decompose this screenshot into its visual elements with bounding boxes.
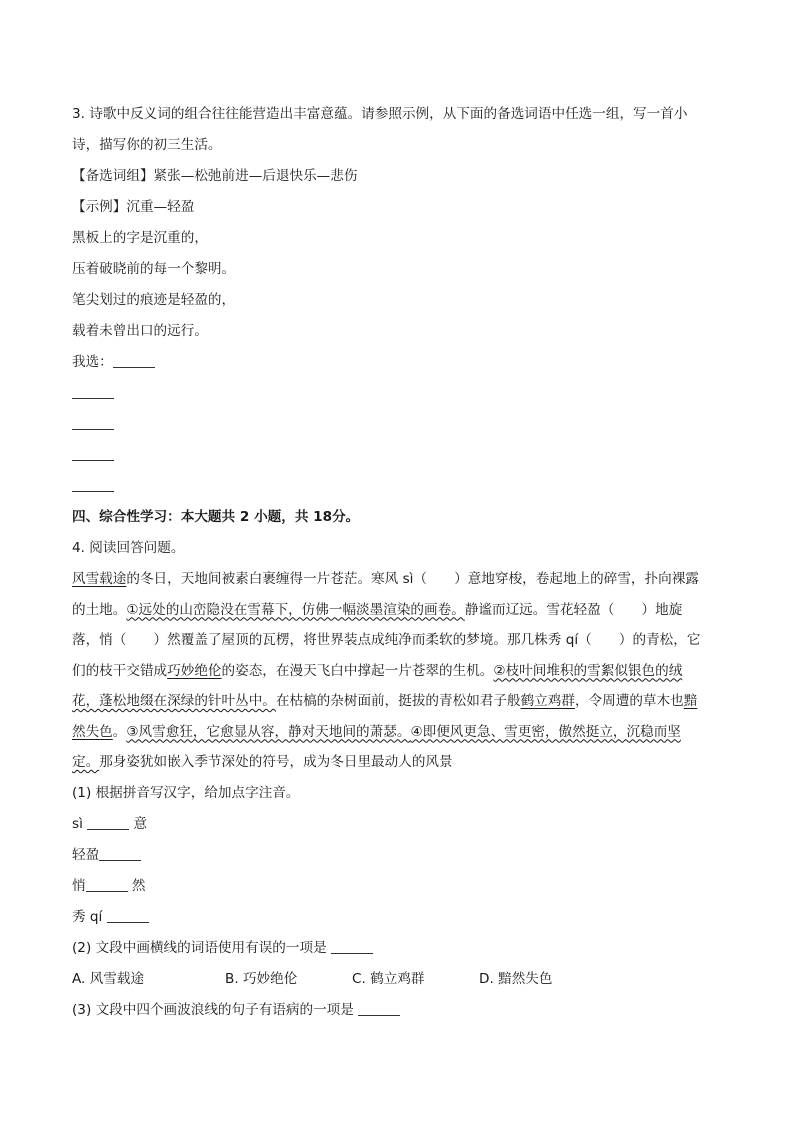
wavy-sentence-4-cont: 定。 [72,754,100,770]
fill-prefix: 悄 [72,877,86,894]
answer-blank[interactable] [113,353,155,368]
passage-text: ，令周遭的草木也 [574,693,684,709]
option-b[interactable]: B. 巧妙绝伦 [225,970,298,987]
fill-item [72,809,722,840]
wavy-sentence-2-cont: 花，蓬松地缀在深绿的针叶丛中。 [72,693,276,709]
sub-question-2 [72,933,722,964]
fill-prefix: 轻盈 [72,846,100,863]
answer-blank[interactable] [72,477,114,492]
section-4-heading [72,502,722,533]
q4-prompt: 4. 阅读回答问题。 [72,540,185,556]
passage-text: 的姿态，在漫天飞白中撑起一片苍翠的生机。 [221,662,494,679]
q3-prompt-line-1: 3. 诗歌中反义词的组合往往能营造出丰富意蕴。请参照示例，从下面的备选词语中任选一组，写一首小 [72,106,688,122]
answer-line [72,409,722,440]
passage-text: 在枯槁的杂树面前，挺拔的青松如君子般 [275,693,521,709]
answer-blank[interactable] [107,908,149,923]
poem-line: 压着破晓前的每一个黎明。 [72,261,236,277]
answer-line [72,440,722,471]
sub-question-1: (1) 根据拼音写汉字，给加点字注音。 [72,784,300,801]
answer-blank[interactable] [358,1001,400,1016]
poem-line: 载着未曾出口的远行。 [72,323,208,339]
underlined-phrase: 然失色 [72,723,113,740]
wavy-sentence-2: ②枝叶间堆积的雪絮似银色的绒 [493,662,683,679]
underlined-phrase: 鹤立鸡群 [520,693,575,709]
wavy-sentence-3: ③风雪愈狂，它愈显从容，静对天地间的萧瑟。 [126,723,411,740]
fill-item [72,871,722,902]
q3-example: 【示例】沉重—轻盈 [72,199,195,215]
sub-question-3 [72,995,722,1026]
answer-blank[interactable] [87,815,129,830]
options-row [72,964,722,995]
fill-item [72,840,722,871]
passage-text: 那身姿犹如嵌入季节深处的符号，成为冬日里最动人的风景 [99,754,453,770]
question-count: 2 [239,509,250,525]
choose-label: 我选： [72,354,113,370]
answer-line [72,378,722,409]
sub-question-text: (2) 文段中画横线的词语使用有误的一项是 [72,939,327,956]
passage-line [72,717,722,748]
fill-prefix: 秀 qí [72,908,103,925]
option-a[interactable]: A. 风雪载途 [72,970,145,987]
answer-blank[interactable] [331,939,373,954]
passage-line [72,656,722,687]
fill-suffix: 意 [133,815,148,832]
passage-line [72,564,722,595]
wavy-sentence-1: ①远处的山峦隐没在雪幕下，仿佛一幅淡墨渲染的画卷。 [126,601,465,618]
q3-words: 【备选词组】紧张—松弛前进—后退快乐—悲伤 [72,168,358,184]
underlined-phrase: 黯 [683,693,698,709]
poem-line: 笔尖划过的痕迹是轻盈的， [72,292,236,308]
section-title-part: 分。 [332,509,360,525]
passage-text: 的土地。 [72,601,127,618]
score-total: 18 [313,509,333,525]
option-c[interactable]: C. 鹤立鸡群 [352,970,425,987]
fill-item [72,902,722,933]
fill-suffix: 然 [131,877,146,894]
section-title-part: 四、综合性学习：本大题共 [72,509,236,525]
passage-text: 。 [112,723,127,740]
wavy-sentence-4: ④即便风更急、雪更密，傲然挺立，沉稳而坚 [410,723,681,740]
passage-line [72,747,722,778]
passage-text: 的冬日，天地间被素白裹缠得一片苍茫。寒风 sì（ ）意地穿梭，卷起地上的碎雪，扑向裸露 [126,571,699,587]
q3-prompt-line-2: 诗，描写你的初三生活。 [72,137,222,153]
answer-line [72,471,722,502]
passage-text: 们的枝干交错成 [72,662,168,679]
passage-line [72,595,722,626]
underlined-phrase: 风雪载途 [72,571,127,587]
answer-blank[interactable] [86,877,128,892]
answer-blank[interactable] [72,384,114,399]
answer-blank[interactable] [99,846,141,861]
answer-blank[interactable] [72,415,114,430]
option-d[interactable]: D. 黯然失色 [479,970,553,987]
section-title-part: 小题，共 [254,509,309,525]
underlined-phrase: 巧妙绝伦 [167,662,222,679]
choose-line [72,347,722,378]
sub-question-text: (3) 文段中四个画波浪线的句子有语病的一项是 [72,1001,354,1018]
answer-blank[interactable] [72,446,114,461]
poem-line: 黑板上的字是沉重的， [72,230,208,246]
passage-line: 落，悄（ ）然覆盖了屋顶的瓦楞，将世界装点成纯净而柔软的梦境。那几株秀 qí（ ）的青松，它 [72,632,701,648]
fill-prefix: sì [72,815,83,832]
passage-line [72,686,722,717]
content [72,99,722,1026]
passage-text: 静谧而辽远。雪花轻盈（ ）地旋 [464,601,683,618]
